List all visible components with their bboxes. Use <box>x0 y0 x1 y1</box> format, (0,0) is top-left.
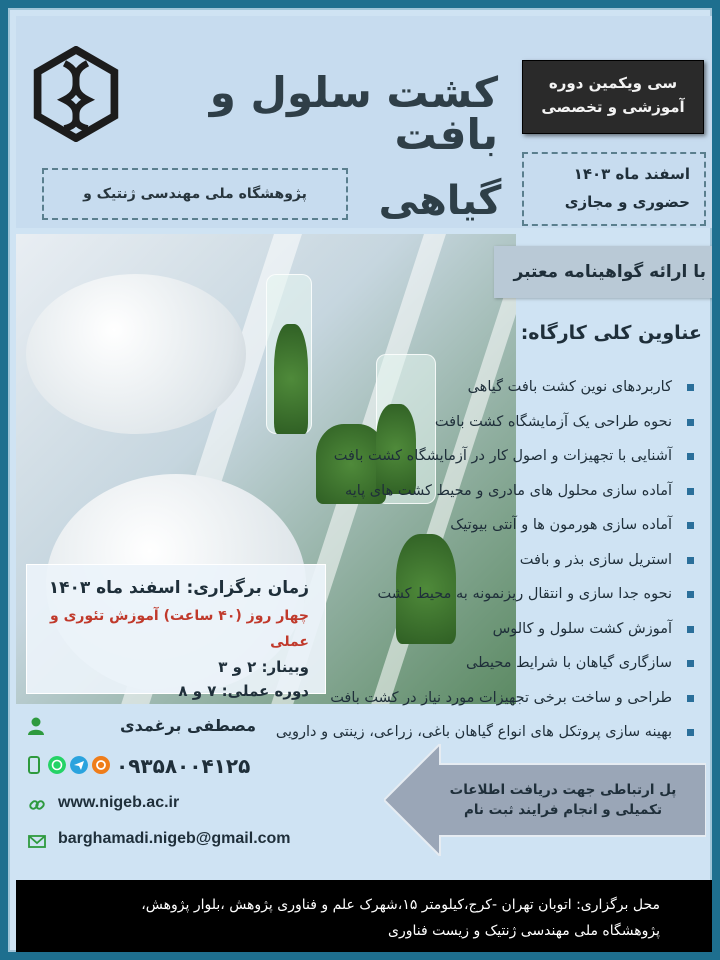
list-item: سازگاری گیاهان با شرایط محیطی <box>278 646 698 681</box>
list-item: کاربردهای نوین کشت بافت گیاهی <box>278 370 698 405</box>
phone-number[interactable]: ۰۹۳۵۸۰۰۴۱۲۵ <box>116 754 251 778</box>
course-line-1: سی ویکمین دوره <box>548 74 678 92</box>
schedule-line-1: زمان برگزاری: اسفند ماه ۱۴۰۳ <box>48 578 309 598</box>
list-item: نحوه جدا سازی و انتقال ریزنمونه به محیط کشت <box>278 577 698 612</box>
date-box <box>522 152 706 226</box>
bullet-icon <box>687 419 694 426</box>
plant-word: گیاهی <box>378 178 502 224</box>
person-icon <box>26 716 46 736</box>
topics-list <box>275 370 698 750</box>
topics-title: عناوین کلی کارگاه: <box>520 322 702 344</box>
whatsapp-icon[interactable] <box>48 756 66 774</box>
bullet-icon <box>687 557 694 564</box>
contact-person <box>26 716 256 735</box>
main-title: کشت سلول و بافت <box>209 68 498 159</box>
bullet-icon <box>687 453 694 460</box>
schedule-line-3: وبینار: ۲ و ۳ <box>218 658 309 676</box>
info-line-1: پل ارتباطی جهت دریافت اطلاعات <box>449 782 677 798</box>
list-item: طراحی و ساخت برخی تجهیزات مورد نیاز در کشت بافت <box>278 681 698 716</box>
bullet-icon <box>687 384 694 391</box>
list-item: آماده سازی هورمون ها و آنتی بیوتیک <box>278 508 698 543</box>
date-line-1: اسفند ماه ۱۴۰۳ <box>573 165 690 183</box>
list-item: بهینه سازی پروتکل های انواع گیاهان باغی، زراعی، زینتی و دارویی <box>278 715 698 750</box>
footer-line-2: پژوهشگاه ملی مهندسی ژنتیک و زیست فناوری <box>388 923 660 939</box>
telegram-icon[interactable] <box>70 756 88 774</box>
footer-address <box>16 880 720 960</box>
eitaa-icon[interactable] <box>92 756 110 774</box>
website-row <box>26 792 286 820</box>
list-item: استریل سازی بذر و بافت <box>278 543 698 578</box>
info-line-2: تکمیلی و انجام فرایند ثبت نام <box>463 802 663 818</box>
footer-line-1: محل برگزاری: اتوبان تهران -کرج،کیلومتر ۱۵،شهرک علم و فناوری پژوهش ،بلوار پژوهش، <box>141 897 660 913</box>
bullet-icon <box>687 488 694 495</box>
mobile-icon <box>28 756 40 774</box>
bullet-icon <box>687 591 694 598</box>
course-badge <box>522 60 704 134</box>
website-link[interactable]: www.nigeb.ac.ir <box>58 794 180 811</box>
schedule-box <box>26 564 326 700</box>
date-line-2: حضوری و مجازی <box>564 193 690 211</box>
course-line-2: آموزشی و تخصصی <box>541 98 685 116</box>
bullet-icon <box>687 660 694 667</box>
bullet-icon <box>687 626 694 633</box>
info-arrow-text <box>428 780 698 820</box>
link-icon <box>28 796 46 814</box>
institute-box: پژوهشگاه ملی مهندسی ژنتیک و <box>42 168 348 220</box>
list-item: آموزش کشت سلول و کالوس <box>278 612 698 647</box>
list-item: آشنایی با تجهیزات و اصول کار در آزمایشگاه کشت بافت <box>278 439 698 474</box>
bullet-icon <box>687 522 694 529</box>
certificate-banner: با ارائه گواهینامه معتبر <box>494 246 720 298</box>
email-row <box>26 828 366 856</box>
email-link[interactable]: barghamadi.nigeb@gmail.com <box>58 830 291 847</box>
mail-icon <box>28 832 46 850</box>
bullet-icon <box>687 695 694 702</box>
bullet-icon <box>687 729 694 736</box>
schedule-line-2: چهار روز (۴۰ ساعت) آموزش تئوری و عملی <box>50 608 309 650</box>
list-item: آماده سازی محلول های مادری و محیط کشت های پایه <box>278 474 698 509</box>
schedule-line-4: دوره عملی: ۷ و ۸ <box>178 682 309 700</box>
list-item: نحوه طراحی یک آزمایشگاه کشت بافت <box>278 405 698 440</box>
phone-row <box>26 752 266 782</box>
contact-name: مصطفی برغمدی <box>119 716 256 735</box>
